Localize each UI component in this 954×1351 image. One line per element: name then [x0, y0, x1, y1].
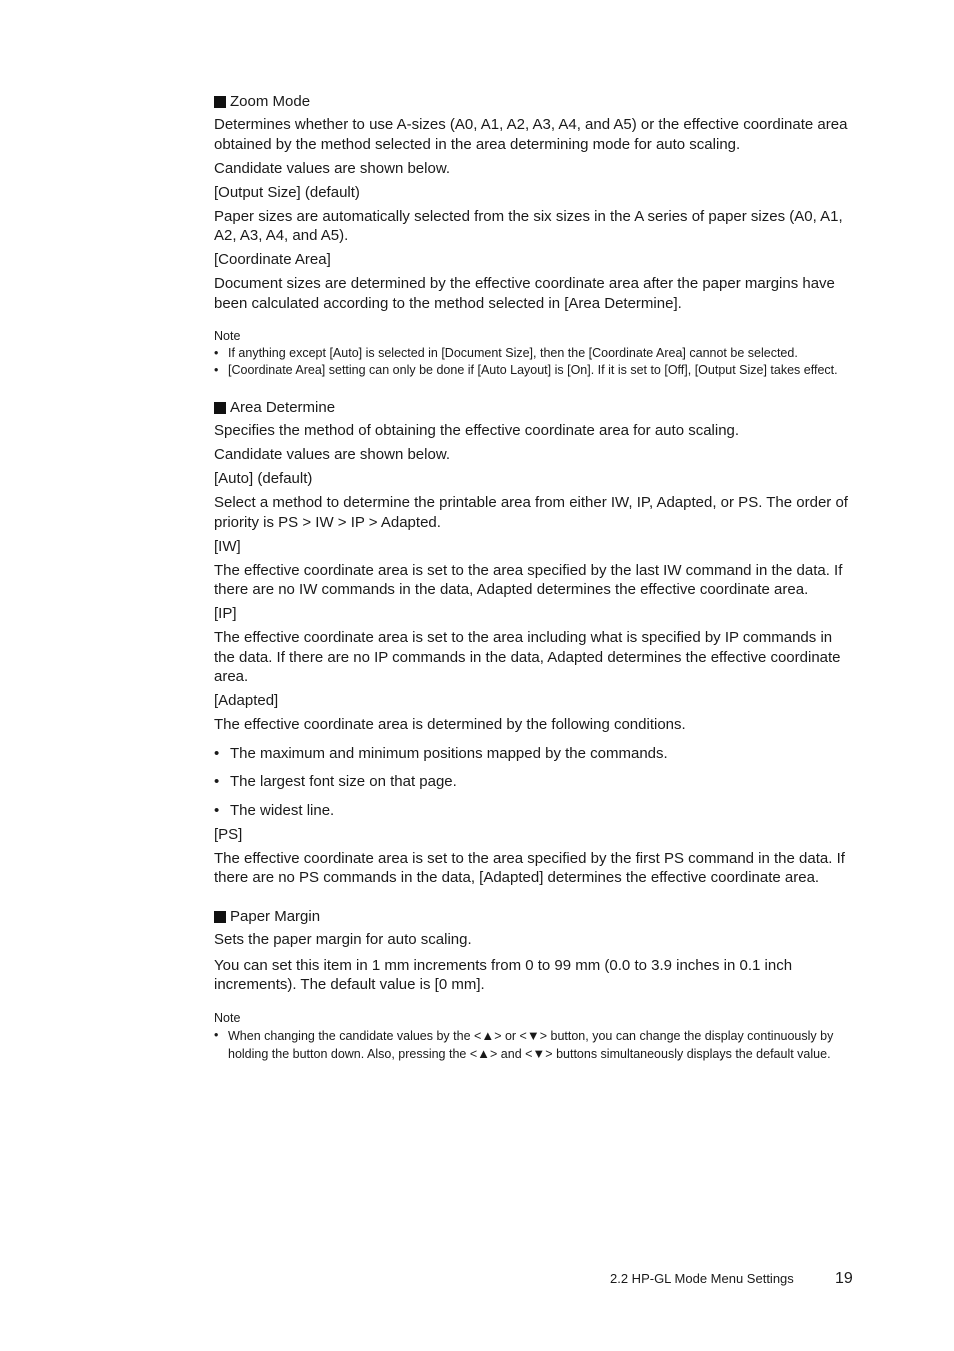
up-arrow-icon: ▲: [481, 1027, 495, 1043]
zoom-mode-heading: [214, 91, 854, 112]
square-bullet-icon: [214, 402, 226, 414]
list-item: • The maximum and minimum positions mapped by the commands.: [214, 744, 854, 764]
square-bullet-icon: [214, 911, 226, 923]
down-arrow-icon: ▼: [532, 1045, 546, 1061]
area-option-ip: [IP]: [214, 605, 237, 622]
footer-section-title: 2.2 HP-GL Mode Menu Settings: [610, 1271, 794, 1286]
zoom-option-output-size: [Output Size] (default): [214, 183, 360, 201]
list-item: • The largest font size on that page.: [214, 772, 854, 792]
margin-note-label: Note: [214, 1010, 241, 1025]
margin-note-item: • When changing the candidate values by the <▲> or <▼> button, you can change the display continuously by holding the button down. Also, pressing the <▲> and <▼> buttons simultaneously displays the default value.: [214, 1027, 854, 1063]
zoom-note-item: • [Coordinate Area] setting can only be done if [Auto Layout] is [On]. If it is set to [Off], [Output Size] takes effect.: [214, 362, 854, 379]
area-option-iw: [IW]: [214, 537, 241, 555]
area-option-adapted: [Adapted]: [214, 692, 279, 709]
page-content: [214, 91, 854, 1063]
paper-margin-title: Paper Margin: [230, 908, 321, 925]
list-item: • The widest line.: [214, 801, 854, 821]
area-candidates: Candidate values are shown below.: [214, 446, 450, 463]
zoom-candidates: Candidate values are shown below.: [214, 159, 450, 177]
area-determine-heading: [214, 397, 854, 418]
margin-range: You can set this item in 1 mm increments from 0 to 99 mm (0.0 to 3.9 inches in 0.1 inch increments). The default value is [0 mm].: [214, 956, 793, 993]
area-option-ps-desc: The effective coordinate area is set to the area specified by the first PS command in the data. If there are no PS commands in the data, [Adapted] determines the effective coordinate area.: [214, 849, 845, 886]
zoom-note-item: • If anything except [Auto] is selected in [Document Size], then the [Coordinate Area] cannot be selected.: [214, 345, 854, 362]
margin-desc: Sets the paper margin for auto scaling.: [214, 931, 472, 948]
zoom-option-output-size-desc: Paper sizes are automatically selected from the six sizes in the A series of paper sizes (A0, A1, A2, A3, A4, and A5).: [214, 207, 843, 244]
zoom-desc: Determines whether to use A-sizes (A0, A1, A2, A3, A4, and A5) or the effective coordinate area obtained by the method selected in the area determining mode for auto scaling.: [214, 116, 848, 153]
area-option-ip-desc: The effective coordinate area is set to the area including what is specified by IP commands in the data. If there are no IP commands in the data, Adapted determines the effective coordinate area.: [214, 629, 841, 685]
area-option-ps: [PS]: [214, 825, 243, 843]
area-desc: Specifies the method of obtaining the effective coordinate area for auto scaling.: [214, 422, 740, 439]
zoom-option-coordinate-area-desc: Document sizes are determined by the effective coordinate area after the paper margins have been calculated according to the method selected in [Area Determine].: [214, 275, 835, 312]
page-number: 19: [835, 1270, 853, 1287]
zoom-option-coordinate-area: [Coordinate Area]: [214, 251, 331, 268]
up-arrow-icon: ▲: [477, 1045, 491, 1061]
area-option-auto-desc: Select a method to determine the printable area from either IW, IP, Adapted, or PS. The order of priority is PS > IW > IP > Adapted.: [214, 494, 848, 531]
area-option-adapted-desc: The effective coordinate area is determined by the following conditions.: [214, 716, 686, 733]
square-bullet-icon: [214, 96, 226, 108]
zoom-note-label: Note: [214, 329, 241, 343]
area-option-iw-desc: The effective coordinate area is set to the area specified by the last IW command in the data. If there are no IW commands in the data, Adapted determines the effective coordinate area.: [214, 561, 843, 598]
paper-margin-heading: [214, 906, 854, 927]
down-arrow-icon: ▼: [526, 1027, 540, 1043]
area-option-auto: [Auto] (default): [214, 470, 313, 487]
zoom-mode-title: Zoom Mode: [230, 93, 311, 110]
area-determine-title: Area Determine: [230, 399, 336, 416]
